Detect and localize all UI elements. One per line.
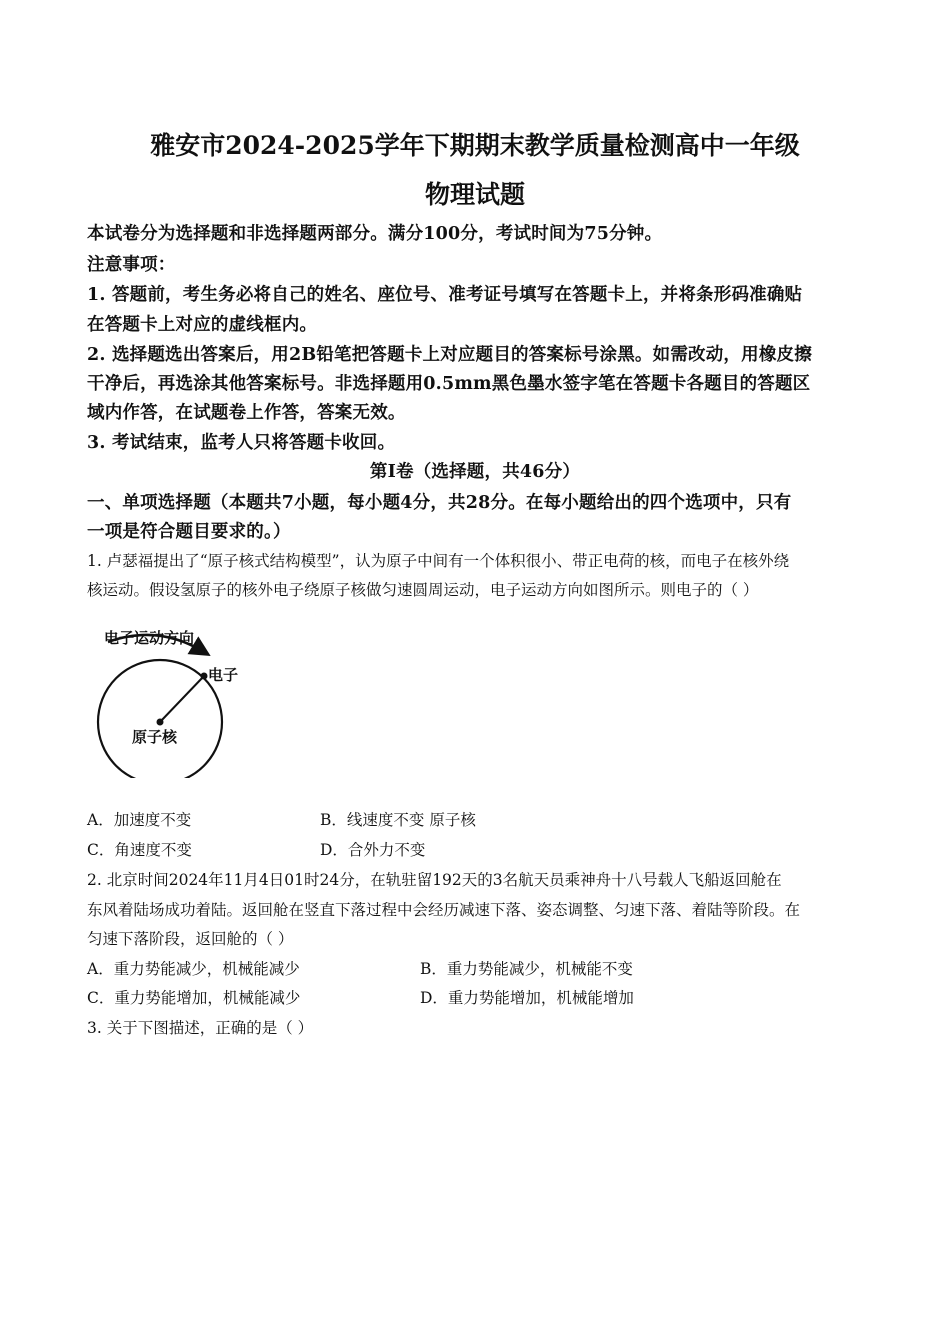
exam-subtitle: 物理试题	[424, 180, 525, 209]
notice-heading: 注意事项：	[87, 255, 176, 275]
q3-stem: 3. 关于下图描述，正确的是（ ）	[87, 1019, 314, 1037]
q1-option-b: B．线速度不变 原子核	[320, 811, 476, 829]
section-heading: 一、单项选择题（本题共7小题，每小题4分，共28分。在每小题给出的四个选项中，只有	[87, 493, 792, 513]
exam-title: 雅安市2024-2025学年下期期末教学质量检测高中一年级	[150, 131, 800, 160]
radius-line	[160, 676, 204, 722]
section-heading: 一项是符合题目要求的。）	[87, 522, 291, 542]
atom-orbit-figure	[88, 618, 258, 778]
notice-line: 3. 考试结束，监考人只将答题卡收回。	[87, 433, 396, 453]
exam-intro: 本试卷分为选择题和非选择题两部分。满分100分，考试时间为75分钟。	[87, 224, 663, 244]
electron-label: 电子	[208, 666, 239, 684]
q1-option-d: D．合外力不变	[320, 841, 426, 859]
nucleus-label: 原子核	[132, 728, 178, 746]
q1-option-a: A．加速度不变	[87, 811, 192, 829]
notice-line: 1. 答题前，考生务必将自己的姓名、座位号、准考证号填写在答题卡上，并将条形码准确贴	[87, 285, 803, 305]
notice-line: 干净后，再选涂其他答案标号。非选择题用0.5mm黑色墨水签字笔在答题卡各题目的答题区	[87, 374, 811, 394]
notice-line: 2. 选择题选出答案后，用2B铅笔把答题卡上对应题目的答案标号涂黑。如需改动，用橡皮擦	[87, 345, 812, 365]
q2-option-a: A．重力势能减少，机械能减少	[87, 960, 300, 978]
q2-stem: 匀速下落阶段，返回舱的（ ）	[87, 930, 294, 948]
nucleus-dot	[157, 719, 164, 726]
q2-option-c: C．重力势能增加，机械能减少	[87, 989, 301, 1007]
direction-label: 电子运动方向	[104, 629, 195, 647]
q1-stem: 核运动。假设氢原子的核外电子绕原子核做匀速圆周运动，电子运动方向如图所示。则电子的（ ）	[87, 581, 759, 599]
notice-line: 域内作答，在试题卷上作答，答案无效。	[87, 403, 406, 423]
q2-stem: 东风着陆场成功着陆。返回舱在竖直下落过程中会经历减速下落、姿态调整、匀速下落、着陆等阶段。在	[87, 901, 801, 919]
q1-option-c: C．角速度不变	[87, 841, 192, 859]
electron-dot	[201, 673, 208, 680]
q2-option-b: B．重力势能减少，机械能不变	[420, 960, 633, 978]
notice-line: 在答题卡上对应的虚线框内。	[87, 315, 318, 335]
part-heading: 第Ⅰ卷（选择题，共46分）	[369, 462, 581, 482]
q2-stem: 2. 北京时间2024年11月4日01时24分，在轨驻留192天的3名航天员乘神舟十八号载人飞船返回舱在	[87, 871, 782, 889]
q2-option-d: D．重力势能增加，机械能增加	[420, 989, 634, 1007]
q1-stem: 1. 卢瑟福提出了“原子核式结构模型”，认为原子中间有一个体积很小、带正电荷的核，而电子在核外绕	[87, 552, 790, 570]
